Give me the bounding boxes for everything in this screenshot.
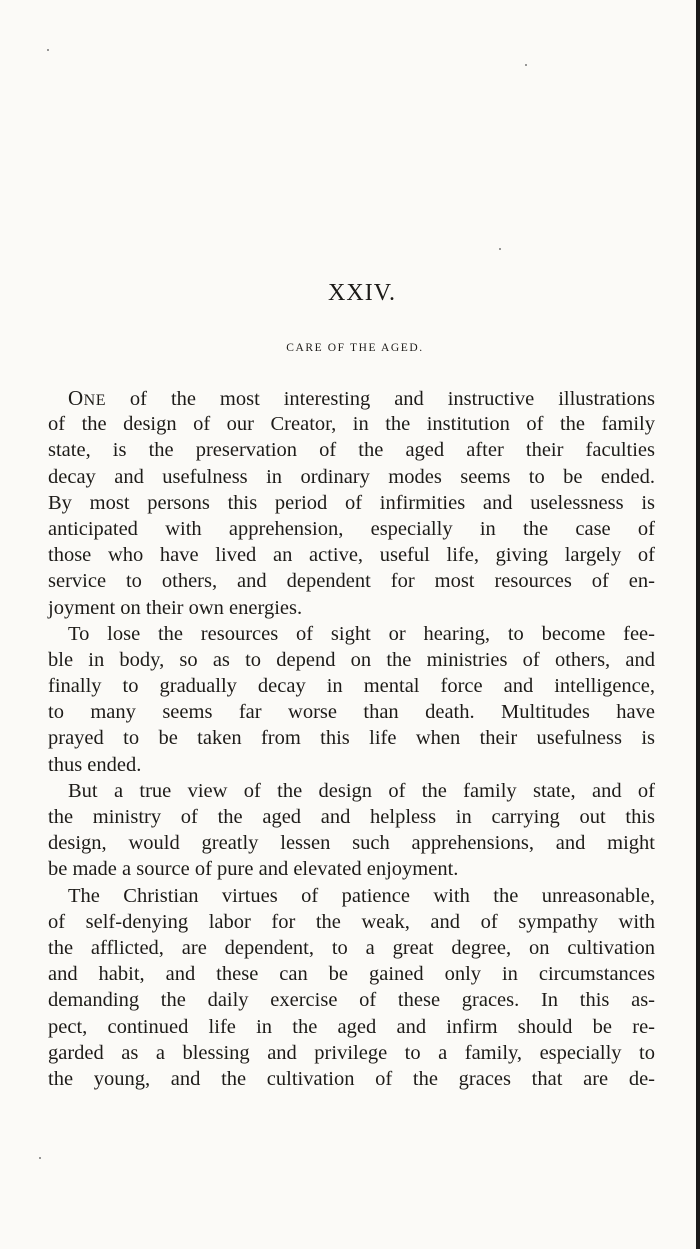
body-text xyxy=(48,385,655,1092)
text-line: to many seems far worse than death. Multitudes have xyxy=(48,701,655,724)
print-speck xyxy=(525,64,527,66)
text-line: service to others, and dependent for most resources of en- xyxy=(48,570,655,593)
text-line: prayed to be taken from this life when their usefulness is xyxy=(48,727,655,750)
chapter-title: CARE OF THE AGED. xyxy=(286,342,424,354)
print-speck xyxy=(47,49,49,51)
text-line: design, would greatly lessen such apprehensions, and might xyxy=(48,832,655,855)
text-line: pect, continued life in the aged and infirm should be re- xyxy=(48,1015,655,1038)
text-line: thus ended. xyxy=(48,753,142,776)
text-line: The Christian virtues of patience with the unreasonable, xyxy=(68,884,655,907)
text-line: ONE of the most interesting and instructive illustrations xyxy=(68,386,655,410)
lead-small-caps: ONE xyxy=(68,386,106,410)
page-edge xyxy=(696,0,700,1249)
text-line: finally to gradually decay in mental force and intelligence, xyxy=(48,675,655,698)
text-line: those who have lived an active, useful life, giving largely of xyxy=(48,544,655,567)
print-speck xyxy=(499,248,501,250)
paragraph-2 xyxy=(48,621,655,778)
text-line: the afflicted, are dependent, to a great degree, on cultivation xyxy=(48,936,655,959)
text-line: of self-denying labor for the weak, and of sympathy with xyxy=(48,910,655,933)
text-line: decay and usefulness in ordinary modes seems to be ended. xyxy=(48,465,655,488)
text-line: joyment on their own energies. xyxy=(48,596,303,619)
text-line: be made a source of pure and elevated enjoyment. xyxy=(48,858,459,881)
paragraph-1 xyxy=(48,385,655,621)
paragraph-3 xyxy=(48,778,655,883)
text-line: the ministry of the aged and helpless in carrying out this xyxy=(48,806,655,828)
print-speck xyxy=(39,1157,41,1159)
text-line: But a true view of the design of the family state, and of xyxy=(68,779,655,802)
text-line: the young, and the cultivation of the graces that are de- xyxy=(48,1067,655,1090)
text-line: of the design of our Creator, in the institution of the family xyxy=(48,413,655,436)
text-line: demanding the daily exercise of these graces. In this as- xyxy=(48,989,655,1012)
text-line: garded as a blessing and privilege to a family, especially to xyxy=(48,1041,655,1064)
text-line: ble in body, so as to depend on the ministries of others, and xyxy=(48,648,655,671)
paragraph-4 xyxy=(48,883,655,1093)
text-line: By most persons this period of infirmities and uselessness is xyxy=(48,491,655,514)
chapter-number: XXIV. xyxy=(328,280,396,306)
text-line: anticipated with apprehension, especially in the case of xyxy=(48,517,655,540)
text-line: state, is the preservation of the aged after their faculties xyxy=(48,439,655,462)
text-line: To lose the resources of sight or hearing, to become fee- xyxy=(68,622,655,645)
text-line: and habit, and these can be gained only in circumstances xyxy=(48,963,655,986)
